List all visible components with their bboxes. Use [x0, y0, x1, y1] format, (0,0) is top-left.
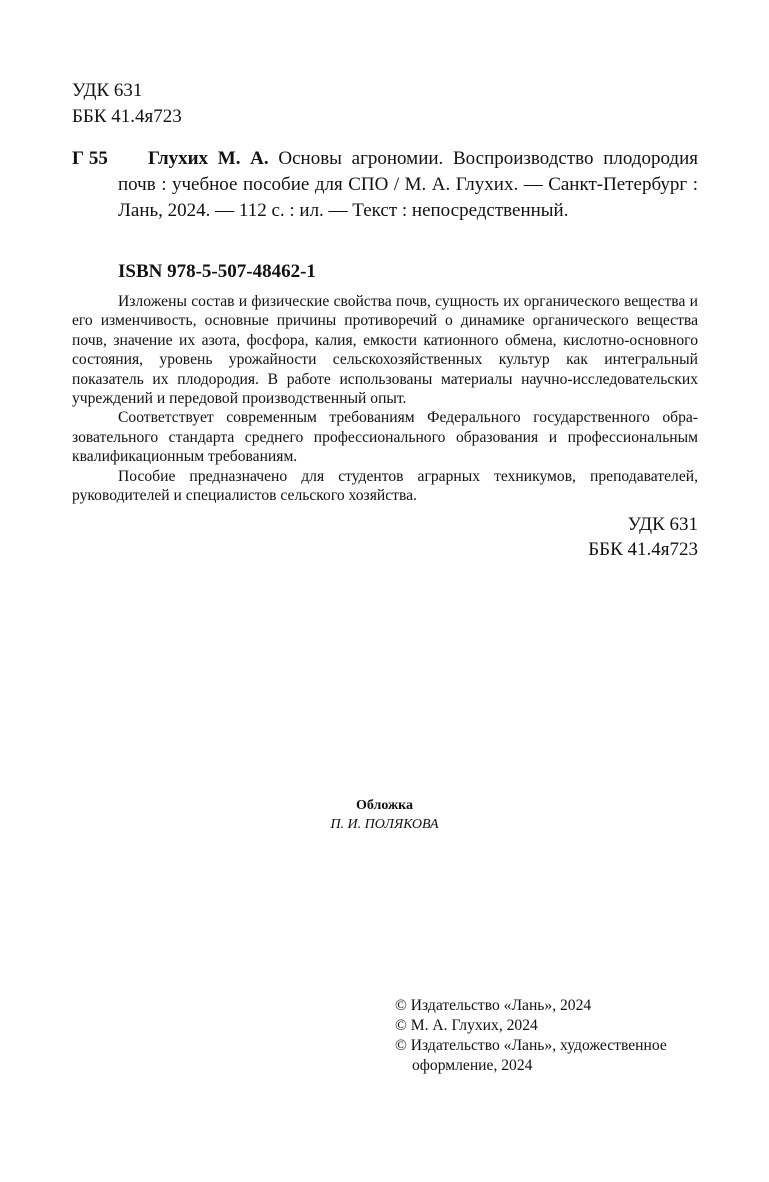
copyright-line: © М. А. Глухих, 2024: [395, 1017, 538, 1034]
udk-code: УДК 631: [627, 514, 698, 535]
annotation-paragraph: Изложены состав и физические свойства почв, сущность их органического вещества и его изменчивость, основные причины противоречий о динамике органического вещества почв, значение их азота, фосфора, калия, емкости катионного обмена, кислотно-основного состояния, уровень урожайности сельскохозяйственных культур как интегральный показатель их плодородия. В работе использованы материалы научно-исследовательских учреждений и передовой производственный опыт.: [72, 293, 698, 408]
annotation-paragraph: Соответствует современным требованиям Федерального государственного образовательного стандарта среднего профессионального образования и профессиональным квалификационным требованиям.: [72, 409, 698, 466]
copyright-line: © Издательство «Лань», 2024: [395, 997, 592, 1014]
bbk-code: ББК 41.4я723: [588, 539, 698, 560]
copyright-line: © Издательство «Лань», художественное оформление, 2024: [395, 1037, 667, 1074]
cover-credit: [0, 796, 769, 834]
classification-footer: [588, 512, 698, 562]
cover-label: Обложка: [355, 798, 414, 813]
bbk-code: ББК 41.4я723: [72, 106, 182, 127]
classification-header: [72, 78, 182, 130]
catalog-record: [72, 146, 698, 224]
udk-code: УДК 631: [72, 80, 143, 101]
author-name: Глухих М. А.: [148, 148, 269, 169]
cover-designer: П. И. ПОЛЯКОВА: [330, 817, 439, 832]
copyright-block: [395, 996, 705, 1076]
author-mark: Г 55: [72, 148, 108, 169]
bibliographic-description: [118, 146, 698, 224]
isbn: ISBN 978-5-507-48462-1: [118, 261, 316, 282]
annotation-paragraph: Пособие предназначено для студентов аграрных техникумов, преподавателей, руководителей и специалистов сельского хозяйства.: [72, 467, 698, 505]
annotation: [72, 292, 698, 505]
description-text: Основы агрономии. Воспроизводство плодородия почв : учебное пособие для СПО / М. А. Глухих. — Санкт-Петербург : Лань, 2024. — 112 с. : ил. — Текст : непосредственный.: [118, 148, 698, 221]
